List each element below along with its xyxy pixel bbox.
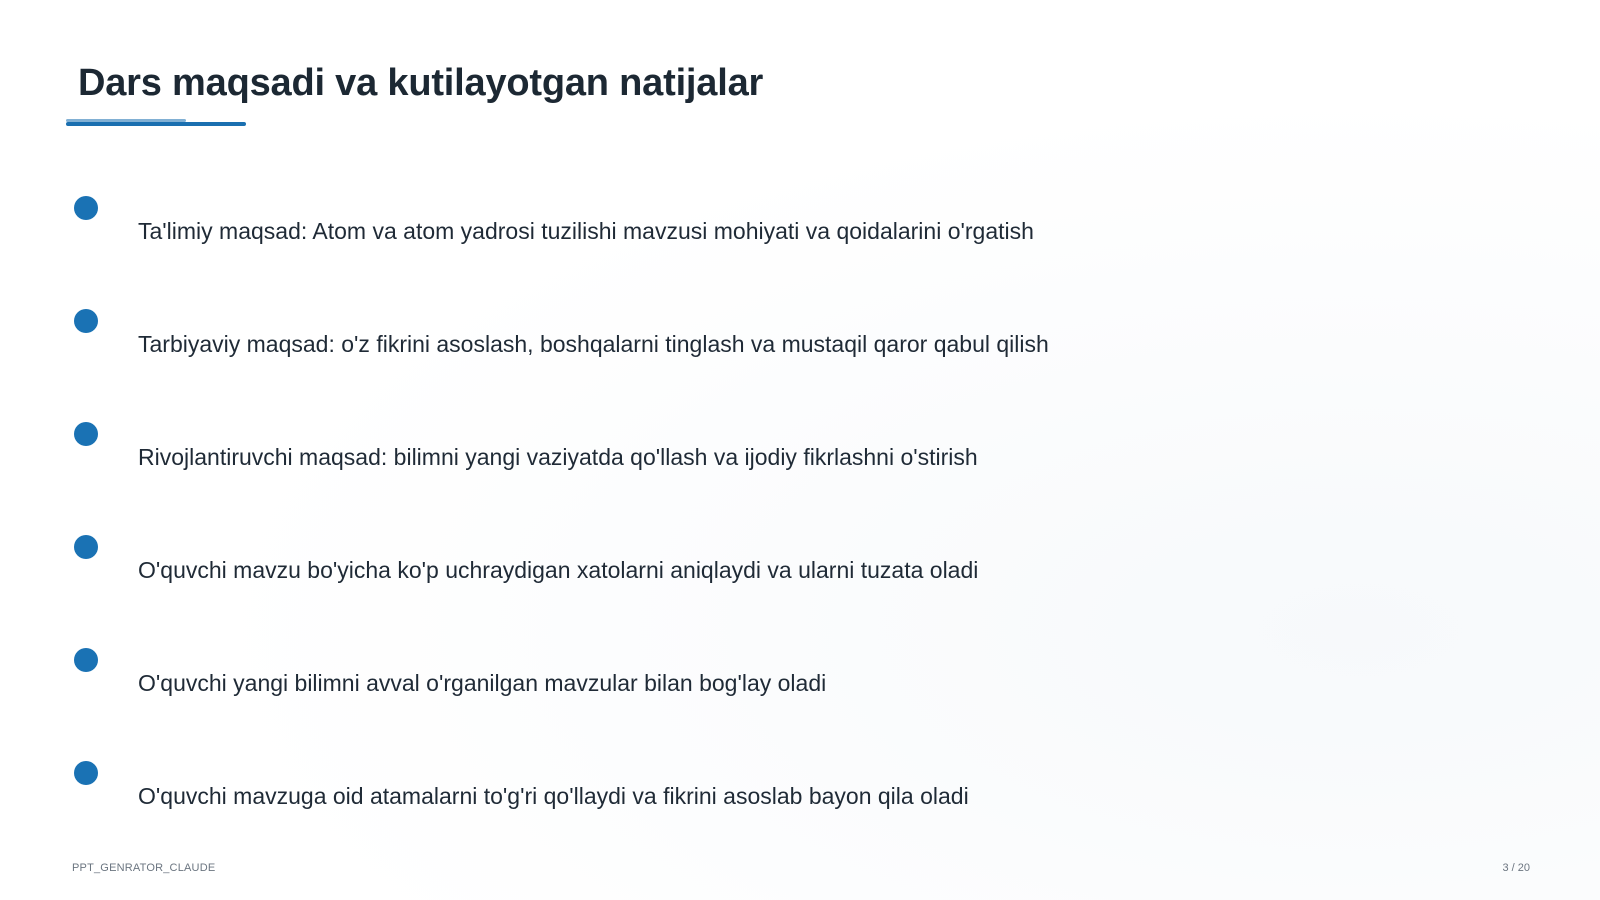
bullet-dot-icon — [74, 422, 98, 446]
bullet-dot-icon — [74, 196, 98, 220]
bullet-text: O'quvchi mavzu bo'yicha ko'p uchraydigan xatolarni aniqlaydi va ularni tuzata oladi — [138, 557, 979, 583]
bullet-text: Rivojlantiruvchi maqsad: bilimni yangi vaziyatda qo'llash va ijodiy fikrlashni o'stirish — [138, 444, 978, 470]
list-item — [0, 309, 1500, 399]
bullet-dot-icon — [74, 761, 98, 785]
list-item — [0, 761, 1500, 851]
bullet-dot-icon — [74, 309, 98, 333]
list-item — [0, 648, 1500, 738]
bullet-text: Tarbiyaviy maqsad: o'z fikrini asoslash, boshqalarni tinglash va mustaqil qaror qabul qilish — [138, 331, 1049, 357]
slide-title: Dars maqsadi va kutilayotgan natijalar — [78, 62, 764, 104]
bullet-dot-icon — [74, 648, 98, 672]
footer-source-label: PPT_GENRATOR_CLAUDE — [72, 862, 216, 874]
bullet-text: O'quvchi mavzuga oid atamalarni to'g'ri qo'llaydi va fikrini asoslab bayon qila oladi — [138, 783, 969, 809]
list-item — [0, 422, 1500, 512]
bullet-dot-icon — [74, 535, 98, 559]
list-item — [0, 196, 1500, 286]
page-indicator: 3 / 20 — [1502, 862, 1530, 874]
list-item — [0, 535, 1500, 625]
bullet-text: O'quvchi yangi bilimni avval o'rganilgan mavzular bilan bog'lay oladi — [138, 670, 827, 696]
bullet-text: Ta'limiy maqsad: Atom va atom yadrosi tuzilishi mavzusi mohiyati va qoidalarini o'rgatish — [138, 218, 1034, 244]
